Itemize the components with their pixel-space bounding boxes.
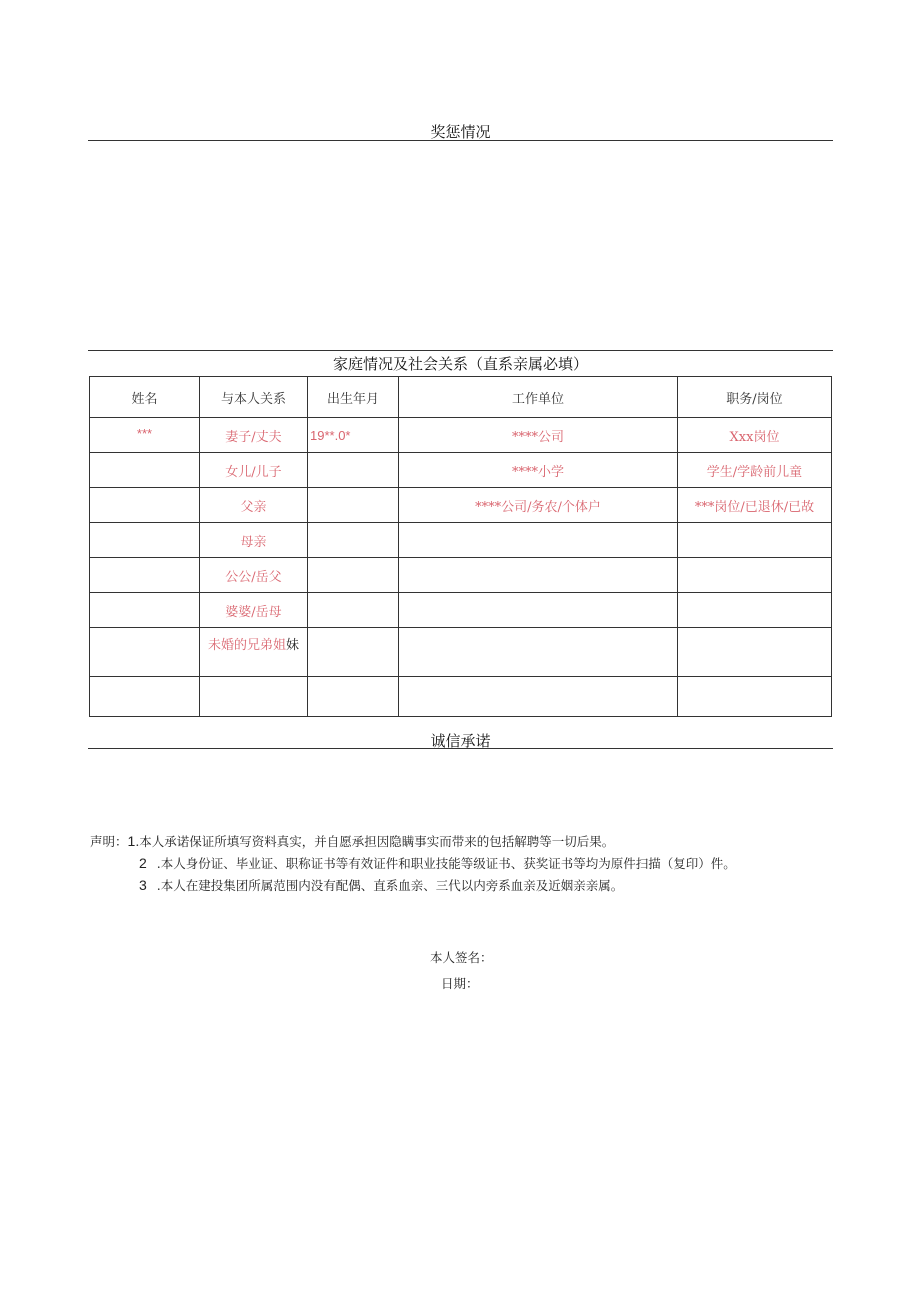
cell-birth[interactable]: [308, 628, 399, 677]
awards-title: 奖惩情况: [430, 123, 491, 141]
table-row: [90, 593, 832, 628]
cell-position[interactable]: [678, 523, 832, 558]
cell-relation[interactable]: 公公/岳父: [200, 558, 308, 593]
cell-name[interactable]: ***: [90, 418, 200, 453]
cell-name[interactable]: [90, 558, 200, 593]
cell-position[interactable]: 学生/学龄前儿童: [678, 453, 832, 488]
cell-position[interactable]: [678, 558, 832, 593]
statement-num: 2: [139, 855, 147, 871]
cell-relation[interactable]: [200, 628, 308, 677]
cell-workplace[interactable]: [399, 677, 678, 717]
cell-birth[interactable]: [308, 558, 399, 593]
cell-birth[interactable]: [308, 677, 399, 717]
cell-workplace[interactable]: ****公司: [399, 418, 678, 453]
header-name: 姓名: [90, 377, 200, 418]
table-row: [90, 453, 832, 488]
integrity-divider: [88, 748, 833, 749]
family-table: [89, 376, 832, 717]
cell-name[interactable]: [90, 593, 200, 628]
cell-relation[interactable]: 母亲: [200, 523, 308, 558]
statement-item-3: [139, 876, 623, 894]
cell-position[interactable]: [678, 677, 832, 717]
table-row: [90, 488, 832, 523]
statement-text: .本人在建投集团所属范围内没有配偶、直系血亲、三代以内旁系血亲及近姻亲亲属。: [156, 878, 624, 893]
cell-birth[interactable]: [308, 593, 399, 628]
cell-workplace[interactable]: ****小学: [399, 453, 678, 488]
statement-text: .本人身份证、毕业证、职称证书等有效证件和职业技能等级证书、获奖证书等均为原件扫描（复印）件。: [156, 856, 736, 871]
cell-name[interactable]: [90, 677, 200, 717]
cell-workplace[interactable]: [399, 628, 678, 677]
cell-workplace[interactable]: [399, 523, 678, 558]
cell-birth[interactable]: [308, 488, 399, 523]
cell-relation[interactable]: 婆婆/岳母: [200, 593, 308, 628]
signature-label: 本人签名：: [430, 950, 493, 965]
header-birth: 出生年月: [308, 377, 399, 418]
cell-name[interactable]: [90, 628, 200, 677]
cell-workplace[interactable]: ****公司/务农/个体户: [399, 488, 678, 523]
table-row: [90, 418, 832, 453]
header-position: 职务/岗位: [678, 377, 832, 418]
statement-num: 3: [139, 877, 147, 893]
table-row: [90, 523, 832, 558]
cell-relation[interactable]: [200, 677, 308, 717]
cell-workplace[interactable]: [399, 558, 678, 593]
cell-workplace[interactable]: [399, 593, 678, 628]
table-row: [90, 558, 832, 593]
cell-birth[interactable]: 19**.0*: [308, 418, 399, 453]
table-header-row: [90, 377, 832, 418]
header-workplace: 工作单位: [399, 377, 678, 418]
relation-suffix: 妹: [286, 638, 300, 653]
cell-birth[interactable]: [308, 523, 399, 558]
cell-position[interactable]: Xxx岗位: [678, 418, 832, 453]
statement-text: .本人承诺保证所填写资料真实，并自愿承担因隐瞒事实而带来的包括解聘等一切后果。: [135, 834, 615, 849]
cell-birth[interactable]: [308, 453, 399, 488]
cell-position[interactable]: [678, 593, 832, 628]
statement-num: 1: [127, 833, 136, 849]
cell-name[interactable]: [90, 523, 200, 558]
relation-text: 未婚的兄弟姐: [207, 638, 286, 653]
table-row: [90, 628, 832, 677]
cell-relation[interactable]: 父亲: [200, 488, 308, 523]
table-row: [90, 677, 832, 717]
family-title: 家庭情况及社会关系（直系亲属必填）: [332, 355, 588, 373]
family-top-divider: [88, 350, 833, 351]
integrity-title: 诚信承诺: [430, 732, 491, 750]
header-relation: 与本人关系: [200, 377, 308, 418]
cell-relation[interactable]: 女儿/儿子: [200, 453, 308, 488]
statement-item-2: [139, 854, 736, 872]
statement-item-1: [90, 832, 614, 850]
date-label: 日期：: [441, 976, 479, 991]
awards-divider: [88, 140, 833, 141]
statement-prefix: 声明：: [90, 834, 128, 849]
cell-name[interactable]: [90, 488, 200, 523]
cell-relation[interactable]: 妻子/丈夫: [200, 418, 308, 453]
cell-name[interactable]: [90, 453, 200, 488]
cell-position[interactable]: ***岗位/已退休/已故: [678, 488, 832, 523]
cell-position[interactable]: [678, 628, 832, 677]
